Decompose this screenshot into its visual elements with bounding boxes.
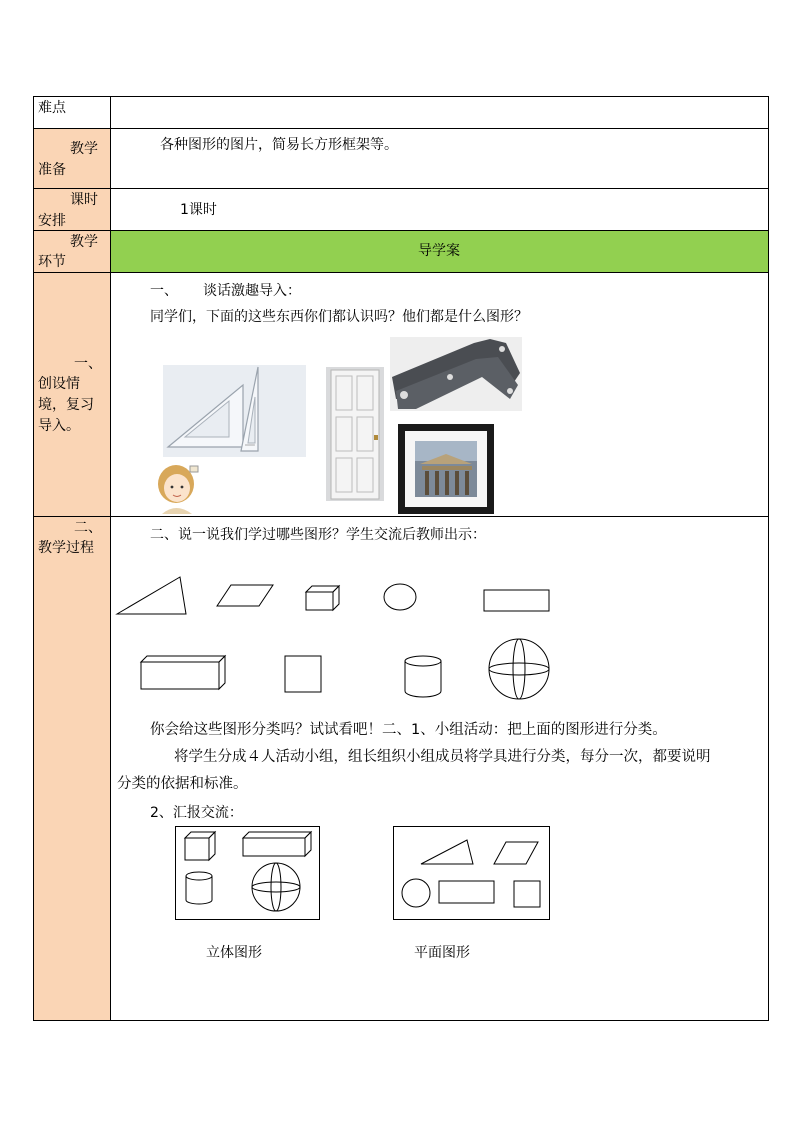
square-shape-small: [514, 881, 540, 907]
door-photo: [326, 367, 384, 501]
cube-shape: [305, 585, 341, 611]
stage-label-line1: 教学: [70, 234, 98, 250]
cuboid-shape-small: [243, 832, 311, 856]
period-label-line1: 课时: [70, 192, 98, 208]
sec2-intro: 二、说一说我们学过哪些图形？学生交流后教师出示：: [150, 527, 486, 543]
plane-shapes-box: [393, 826, 551, 921]
sec2-label-line2: 教学过程: [38, 540, 94, 556]
period-text: 1课时: [180, 202, 217, 218]
plane-shapes-label: 平面图形: [414, 945, 470, 961]
triangle-shape: [116, 576, 188, 616]
cube-shape-small: [185, 832, 215, 860]
difficulty-label: 难点: [38, 100, 66, 116]
period-label-line2: 安排: [38, 213, 66, 229]
stage-label-line2: 环节: [38, 254, 66, 270]
sec1-heading-num: 一、: [150, 283, 178, 299]
parallelogram-shape: [216, 584, 274, 608]
sec1-label-line1: 一、: [74, 356, 102, 372]
solid-shapes-box: [175, 826, 321, 921]
bracket-photo: [390, 337, 522, 411]
cuboid-shape: [140, 655, 228, 691]
circle-shape-small: [402, 879, 430, 907]
square-shape: [284, 655, 324, 695]
sec1-label-line3: 境，复习: [38, 397, 94, 413]
picture-frame-photo: [398, 424, 494, 514]
cartoon-girl-image: [152, 462, 202, 514]
set-square-photo: [163, 365, 306, 457]
report-heading: 2、汇报交流：: [150, 805, 243, 821]
sec1-label-line2: 创设情: [38, 376, 80, 392]
rectangle-shape: [483, 589, 551, 613]
prep-text: 各种图形的图片，简易长方形框架等。: [160, 137, 398, 153]
classify-question: 你会给这些图形分类吗？试试看吧！二、1、小组活动：把上面的图形进行分类。: [150, 722, 667, 738]
stage-header: 导学案: [418, 243, 460, 259]
sec1-question: 同学们，下面的这些东西你们都认识吗？他们都是什么图形？: [150, 309, 528, 325]
solid-shapes-label: 立体图形: [206, 945, 262, 961]
sec1-heading-text: 谈话激趣导入：: [203, 283, 301, 299]
circle-shape: [382, 583, 418, 611]
group-activity-line1: 将学生分成４人活动小组，组长组织小组成员将学具进行分类，每分一次，都要说明: [174, 749, 711, 765]
cylinder-shape: [404, 655, 444, 699]
group-activity-line2: 分类的依据和标准。: [117, 776, 248, 792]
sphere-shape-small: [252, 863, 300, 911]
sec2-label-line1: 二、: [74, 520, 102, 536]
prep-label-line1: 教学: [70, 141, 98, 157]
cylinder-shape-small: [186, 872, 212, 904]
sec1-label-line4: 导入。: [38, 418, 80, 434]
sphere-shape: [488, 638, 552, 702]
prep-label-line2: 准备: [38, 162, 66, 178]
rectangle-shape-small: [439, 881, 494, 903]
